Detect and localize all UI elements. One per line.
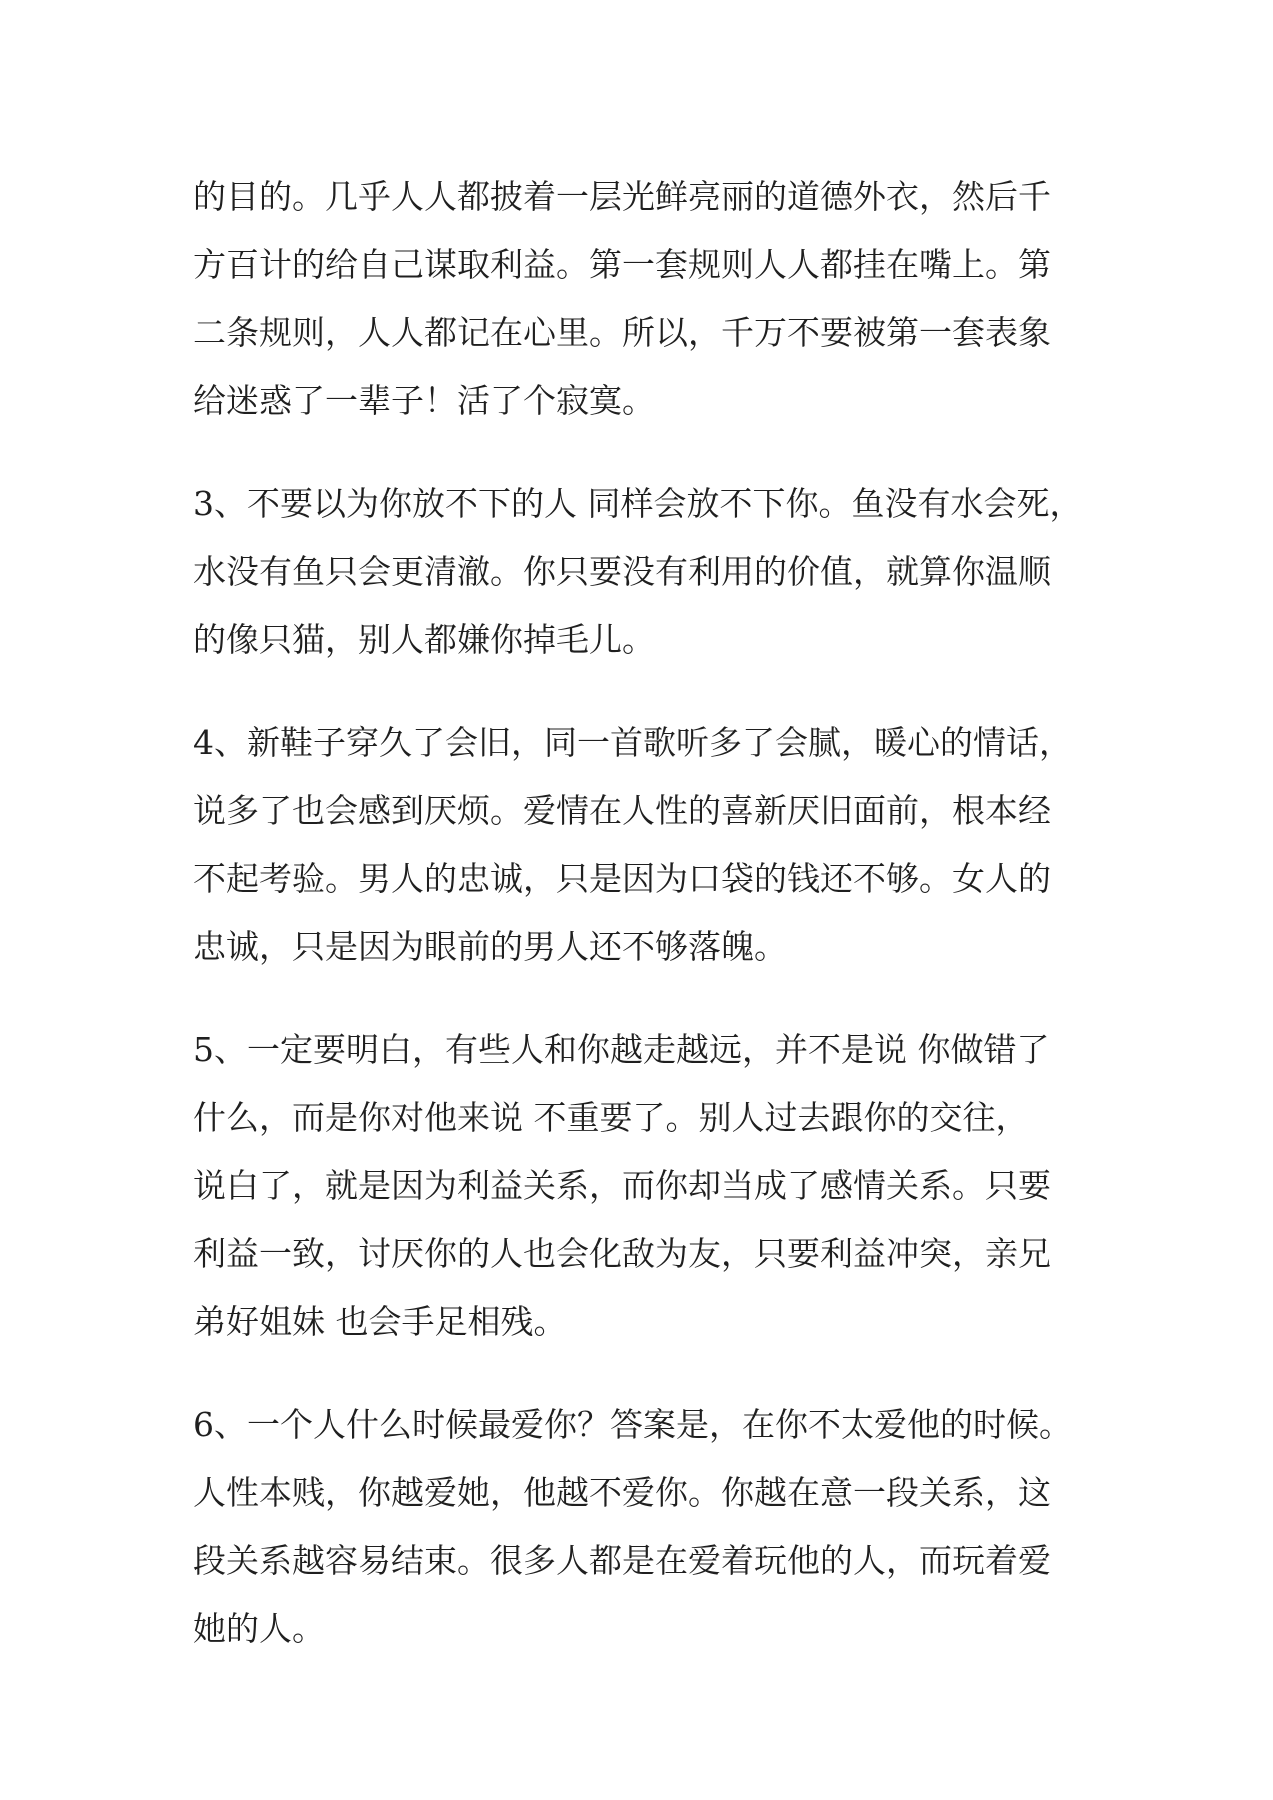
text-line: 说多了也会感到厌烦。爱情在人性的喜新厌旧面前，根本经 [193,791,1051,830]
text-line: 给迷惑了一辈子！活了个寂寞。 [193,381,655,420]
document-body [193,163,1083,1698]
text-line: 忠诚，只是因为眼前的男人还不够落魄。 [193,927,787,966]
text-line: 她的人。 [193,1609,325,1648]
text-line: 什么，而是你对他来说 不重要了。别人过去跟你的交往， [193,1098,1029,1137]
text-line: 3、不要以为你放不下的人 同样会放不下你。鱼没有水会死， [193,484,1083,523]
text-line: 二条规则，人人都记在心里。所以，千万不要被第一套表象 [193,313,1051,352]
text-line: 的目的。几乎人人都披着一层光鲜亮丽的道德外衣，然后千 [193,177,1051,216]
text-line: 5、一定要明白，有些人和你越走越远，并不是说 你做错了 [193,1030,1050,1069]
paragraph-6 [193,1391,1083,1663]
text-line: 4、新鞋子穿久了会旧，同一首歌听多了会腻，暖心的情话， [193,723,1072,762]
text-line: 利益一致，讨厌你的人也会化敌为友，只要利益冲突，亲兄 [193,1234,1051,1273]
text-line: 的像只猫，别人都嫌你掉毛儿。 [193,620,655,659]
text-line: 水没有鱼只会更清澈。你只要没有利用的价值，就算你温顺 [193,552,1051,591]
paragraph-1 [193,163,1083,435]
paragraph-5 [193,1016,1083,1356]
text-line: 不起考验。男人的忠诚，只是因为口袋的钱还不够。女人的 [193,859,1051,898]
text-line: 弟好姐妹 也会手足相残。 [193,1302,567,1341]
paragraph-3 [193,470,1083,674]
text-line: 方百计的给自己谋取利益。第一套规则人人都挂在嘴上。第 [193,245,1051,284]
text-line: 说白了，就是因为利益关系，而你却当成了感情关系。只要 [193,1166,1051,1205]
paragraph-4 [193,709,1083,981]
text-line: 6、一个人什么时候最爱你？答案是，在你不太爱他的时候。 [193,1405,1072,1444]
text-line: 段关系越容易结束。很多人都是在爱着玩他的人，而玩着爱 [193,1541,1051,1580]
text-line: 人性本贱，你越爱她，他越不爱你。你越在意一段关系，这 [193,1473,1051,1512]
